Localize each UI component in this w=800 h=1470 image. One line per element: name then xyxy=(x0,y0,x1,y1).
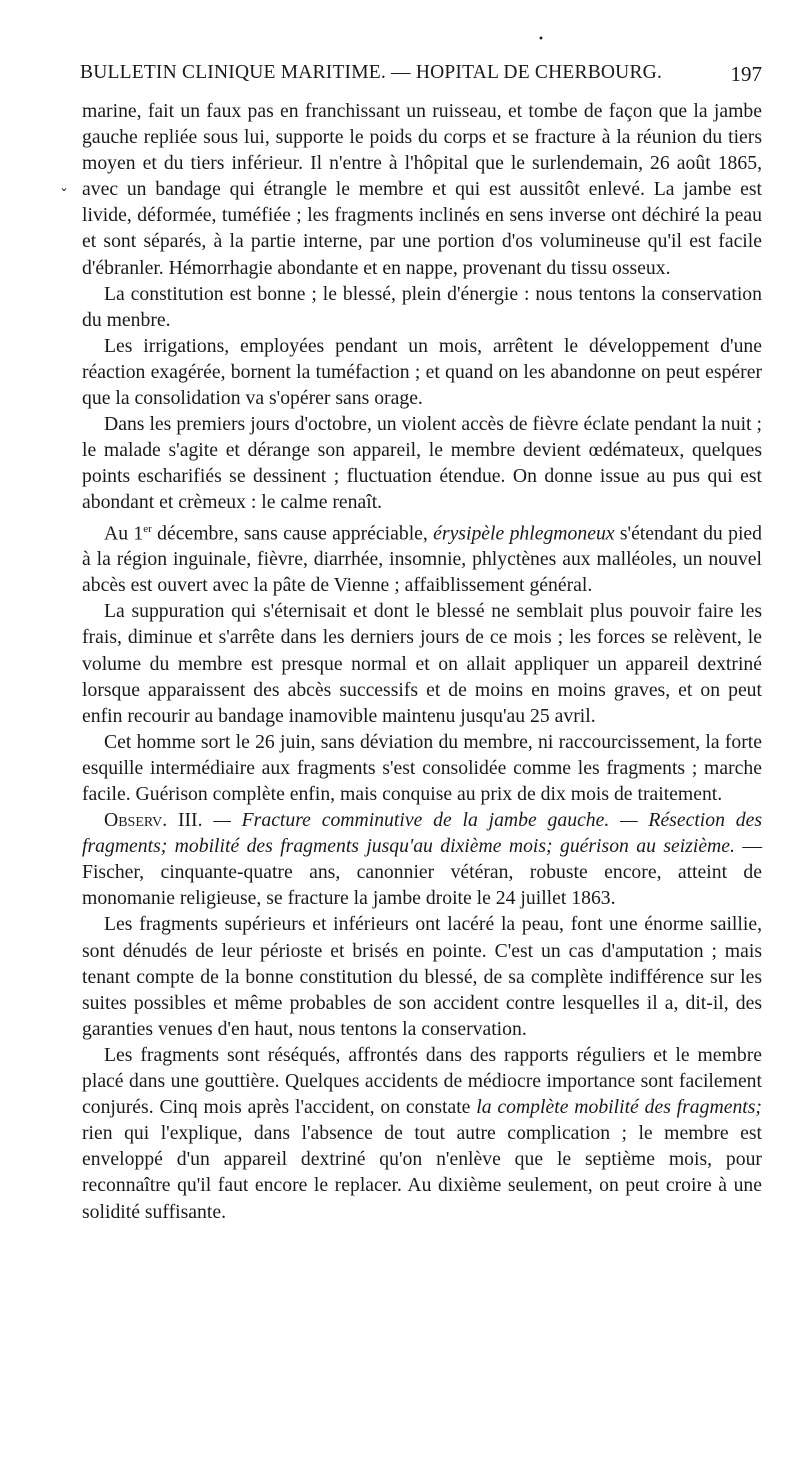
ordinal-superscript: er xyxy=(143,522,152,535)
paragraph-8 xyxy=(82,807,762,911)
paragraph-6: La suppuration qui s'éternisait et dont le blessé ne semblait plus pouvoir faire les frais, diminue et s'arrête dans les derniers jours de ce mois ; les forces se relèvent, le volume du membre est presque normal et on allait appliquer un appareil dextriné lorsque apparaissent des abcès successifs et de moins en moins graves, et on peut enfin recourir au bandage inamovible maintenu jusqu'au 25 avril. xyxy=(82,600,762,727)
running-title: BULLETIN CLINIQUE MARITIME. — HOPITAL DE CHERBOURG. xyxy=(80,62,663,83)
observation-label: Observ. III. xyxy=(104,809,203,832)
paragraph-8-body: — Fischer, cinquante-quatre ans, canonnier vétéran, robuste encore, atteint de monomanie religieuse, se fracture la jambe droite le 24 juillet 1863. xyxy=(82,835,762,910)
paragraph-4: Dans les premiers jours d'octobre, un violent accès de fièvre éclate pendant la nuit ; le malade s'agite et dérange son appareil, le membre devient œdémateux, quelques points escharifiés se dessinent ; fluctuation étendue. On donne issue au pus qui est abondant et crèmeux : le calme renaît. xyxy=(82,413,762,514)
paragraph-3: Les irrigations, employées pendant un mois, arrêtent le développement d'une réaction exagérée, bornent la tuméfaction ; et quand on les abandonne on peut espérer que la consolidation va s'opérer sans orage. xyxy=(82,334,762,410)
paragraph-5 xyxy=(82,516,762,599)
paragraph-9: Les fragments supérieurs et inférieurs ont lacéré la peau, font une énorme saillie, sont dénudés de leur périoste et brisés en pointe. C'est un cas d'amputation ; mais tenant compte de la bonne constitution du blessé, de sa complète indifférence sur les suites possibles et même probables de son accident contre lesquelles il a, dit-il, des garanties venues d'en haut, nous tentons la conservation. xyxy=(82,913,762,1040)
paragraph-1: marine, fait un faux pas en franchissant un ruisseau, et tombe de façon que la jambe gauche repliée sous lui, supporte le poids du corps et se fracture à la réunion du tiers moyen et du tiers inférieur. Il n'entre à l'hôpital que le surlendemain, 26 août 1865, avec un bandage qui étrangle le membre et qui est aussitôt enlevé. La jambe est livide, déformée, tuméfiée ; les fragments inclinés en sens inverse ont déchiré la peau et sont séparés, à la partie interne, par une portion d'os volumineuse qu'il est facile d'ébranler. Hémorrhagie abondante et en nappe, provenant du tissu osseux. xyxy=(82,100,762,279)
paragraph-5-mid: décembre, sans cause appréciable, xyxy=(151,522,434,545)
ink-dot: • xyxy=(538,34,544,45)
paragraph-10-end: rien qui l'explique, dans l'absence de tout autre complication ; le membre est enveloppé d'un appareil dextriné qu'on n'enlève que le septième mois, pour reconnaître qu'il faut encore le replacer. Au dixième seulement, on peut croire à une solidité suffisante. xyxy=(82,1122,762,1223)
paragraph-5-end: s'étendant du pied à la région inguinale, fièvre, diarrhée, insomnie, phlyctènes aux malléoles, un nouvel abcès est ouvert avec la pâte de Vienne ; affaiblissement général. xyxy=(82,522,763,597)
page-header xyxy=(80,58,762,88)
paragraph-2: La constitution est bonne ; le blessé, plein d'énergie : nous tentons la conservation du menbre. xyxy=(82,282,762,331)
paragraph-5-start: Au 1 xyxy=(104,522,144,545)
page-number: 197 xyxy=(730,62,762,86)
observation-title: — Fracture comminutive de la jambe gauche. — Résection des fragments; mobilité des fragments jusqu'au dixième mois; guérison au seizième. xyxy=(82,809,762,858)
paragraph-10-start: Les fragments sont réséqués, affrontés dans des rapports réguliers et le membre placé dans une gouttière. Quelques accidents de médiocre importance sont facilement conjurés. Cinq mois après l'accident, on constate xyxy=(82,1043,762,1119)
italic-mobility: la complète mobilité des fragments; xyxy=(476,1096,762,1119)
paragraph-7: Cet homme sort le 26 juin, sans déviation du membre, ni raccourcissement, la forte esquille intermédiaire aux fragments s'est consolidée comme les fragments ; marche facile. Guérison complète enfin, mais conquise au prix de dix mois de traitement. xyxy=(82,730,762,805)
paragraph-10 xyxy=(82,1042,762,1225)
italic-diagnosis: érysipèle phlegmoneux xyxy=(433,522,615,545)
body-text xyxy=(82,98,762,1225)
margin-mark: ˇ xyxy=(60,186,68,205)
